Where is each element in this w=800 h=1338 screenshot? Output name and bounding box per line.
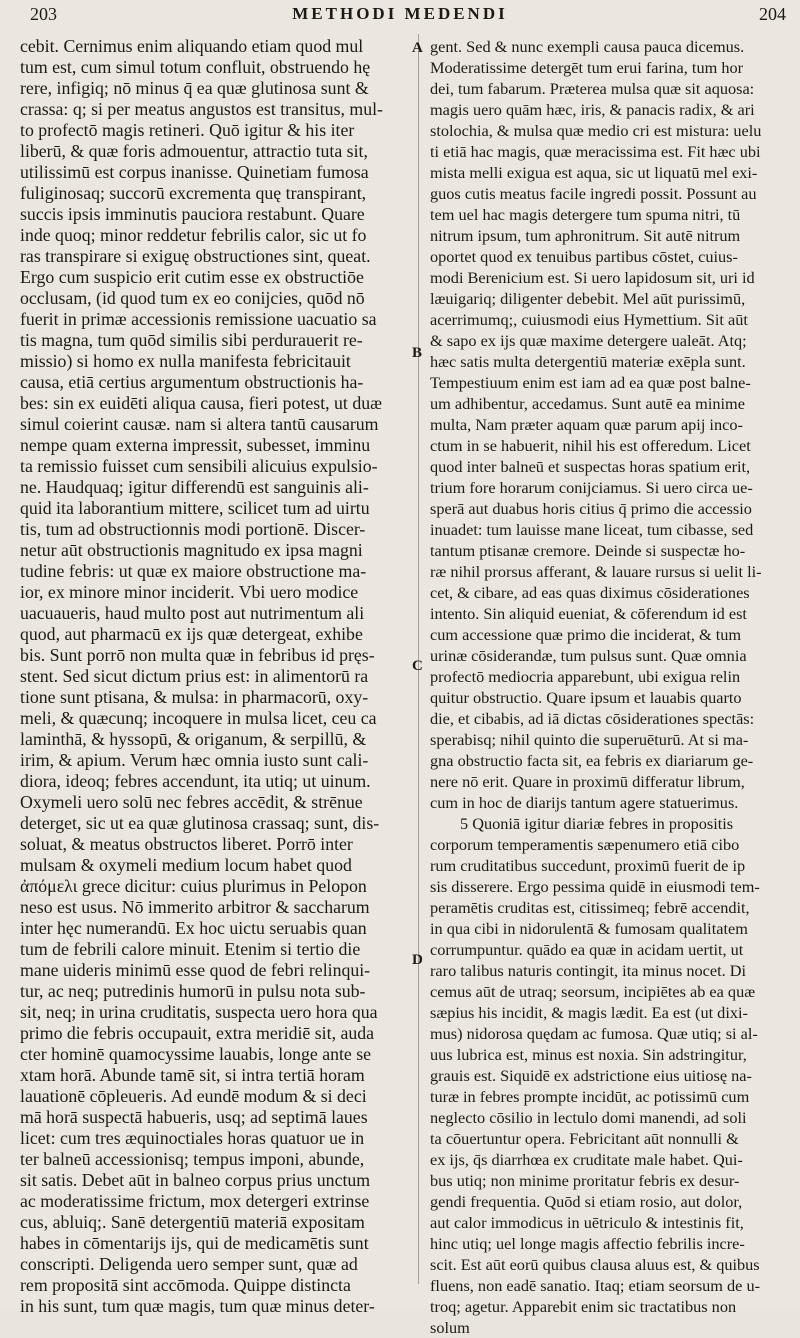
text-line: sit satis. Debet aūt in balneo corpus prius unctum — [20, 1170, 371, 1190]
text-line: cebit. Cernimus enim aliquando etiam quod mul — [20, 36, 364, 56]
text-line: nitrum ipsum, tum aphronitrum. Sit autē nitrum — [430, 226, 741, 245]
text-line: sis disserere. Ergo pessima quidē in eiusmodi tem- — [430, 877, 760, 896]
text-line: ne. Haudquaq; igitur differendū est sanguinis ali- — [20, 477, 369, 497]
text-line: cus, abluiq;. Sanē detergentiū materiā expositam — [20, 1212, 365, 1232]
text-line: corporum temperamentis sæpenumero etiā cibo — [430, 835, 740, 854]
text-line: Oxymeli uero solū nec febres accēdit, & strēnue — [20, 792, 363, 812]
text-line: occlusam, (id quod tum ex eo conijcies, quōd nō — [20, 288, 365, 308]
text-line: conscripti. Deligenda uero semper sunt, quæ ad — [20, 1254, 358, 1274]
text-line: to profectō magis retineri. Quō igitur & his iter — [20, 120, 355, 140]
section-marker-a: A — [412, 40, 423, 56]
text-line: utilissimū est corpus inanisse. Quinetiam fumosa — [20, 162, 369, 182]
text-line: acerrimumq;, cuiusmodi eius Hymettium. Sit aūt — [430, 310, 748, 329]
text-line: tum de febrili calore minuit. Etenim si tertio die — [20, 939, 361, 959]
text-line: cter hominē quamocyssime lauabis, longe ante se — [20, 1044, 372, 1064]
text-line: cet, & cibare, ad eas quas diximus cōsiderationes — [430, 583, 750, 602]
text-line: lauationē cōpleueris. Ad eundē modum & si deci — [20, 1086, 367, 1106]
text-line: um adhibentur, accedamus. Sunt autē ea minime — [430, 394, 745, 413]
text-line: sperabisq; nihil quinto die superuēturū. At si ma- — [430, 730, 749, 749]
text-line: bes: sin ex euidēti aliqua causa, fieri potest, ut duæ — [20, 393, 382, 413]
text-line: trium fore horarum conijciamus. Si uero circa ue- — [430, 478, 753, 497]
text-line: inuadet: tum lauisse mane liceat, tum cibasse, sed — [430, 520, 754, 539]
right-text-column — [430, 36, 795, 1338]
text-line: die, et cibabis, ad iā dictas cōsiderationes spectās: — [430, 709, 755, 728]
text-line: causa, etiā certius argumentum obstructionis ha- — [20, 372, 364, 392]
text-line: tem uel hac magis detergere tum spuma nitri, tū — [430, 205, 741, 224]
text-line: scit. Est aūt eorū quibus clausa aluus est, & quibus — [430, 1255, 760, 1274]
text-line: neso est usus. Nō immerito arbitror & saccharum — [20, 897, 370, 917]
text-line: turæ in febres prompte incidūt, ac potissimū cum — [430, 1087, 750, 1106]
text-line: ter balneū accessionisq; tempus imponi, abunde, — [20, 1149, 365, 1169]
text-line: profectō mediocria apparebunt, ubi exigua relin — [430, 667, 741, 686]
text-line: mā horā suspectā habueris, usq; ad septimā laues — [20, 1107, 368, 1127]
text-line: stolochia, & mulsa quæ medio cri est mistura: uelu — [430, 121, 762, 140]
text-line: peramētis cruditas est, citissimeq; febrē accendit, — [430, 898, 750, 917]
text-line: ac moderatissime frictum, mox detergeri extrinse — [20, 1191, 370, 1211]
text-line: gna obstructio facta sit, ea febris ex diariarum ge- — [430, 751, 754, 770]
text-line: ræ nihil prorsus afferant, & lauare rursus si uelit li- — [430, 562, 762, 581]
text-line: guos cutis meatus facile ingredi possit. Possunt au — [430, 184, 757, 203]
text-line: stent. Sed sicut dictum prius est: in alimentorū ra — [20, 666, 369, 686]
text-line: rem propositā sint accōmoda. Quippe distincta — [20, 1275, 351, 1295]
right-page-number: 204 — [759, 4, 786, 24]
running-title: METHODI MEDENDI — [292, 4, 508, 23]
text-line: mus) nidorosa quędam ac fumosa. Quæ utiq; si al- — [430, 1024, 758, 1043]
text-line: tione sunt ptisana, & mulsa: in pharmacorū, oxy- — [20, 687, 369, 707]
text-line: cum accessione quæ primo die inciderat, & tum — [430, 625, 742, 644]
text-line: grauis est. Siquidē ex adstrictione eius uitiosę na- — [430, 1066, 752, 1085]
text-line: inter hęc numerandū. Ex hoc uictu seruabis quan — [20, 918, 367, 938]
text-line: troq; agetur. Apparebit enim sic tractatibus non — [430, 1297, 737, 1316]
text-line: Moderatissime detergēt tum erui farina, tum hor — [430, 58, 744, 77]
section-marker-c: C — [412, 658, 423, 674]
text-line: 5 Quoniā igitur diariæ febres in propositis — [460, 814, 734, 833]
text-line: uus lubrica est, minus est noxia. Sin adstringitur, — [430, 1045, 747, 1064]
text-line: sæpius his incidit, & magis lædit. Ea est (ut dixi- — [430, 1003, 748, 1022]
text-line: meli, & quæcunq; incoquere in mulsa licet, ceu ca — [20, 708, 377, 728]
text-line: neglecto cōsilio in lectulo domi manendi, ad soli — [430, 1108, 747, 1127]
text-line: læuigariq; diligenter debebit. Mel aūt purissimū, — [430, 289, 746, 308]
text-line: tantum ptisanæ cremore. Deinde si suspectæ ho- — [430, 541, 746, 560]
text-line: quitur obstructio. Quare ipsum et lauabis quarto — [430, 688, 742, 707]
text-line: ras transpirare si exiguę obstructiones sint, queat. — [20, 246, 371, 266]
text-line: tis, tum ad obstructionnis modi portionē. Discer- — [20, 519, 366, 539]
text-line: rere, infigiq; nō minus q̄ ea quæ glutinosa sunt & — [20, 78, 369, 98]
text-line: ex ijs, q̄s diarrhœa ex cruditate male habet. Qui- — [430, 1150, 743, 1169]
text-line: ta cōuertuntur opera. Febricitant aūt nonnulli & — [430, 1129, 739, 1148]
text-line: mista melli exigua est aqua, sic ut liquatū mel exi- — [430, 163, 758, 182]
section-marker-d: D — [412, 952, 423, 968]
text-line: tis magna, tum quōd similis sibi perdurauerit re- — [20, 330, 363, 350]
text-line: liberū, & quæ foris admouentur, attractio tuta sit, — [20, 141, 368, 161]
text-line: ior, ex minore minor inciderit. Vbi uero modice — [20, 582, 359, 602]
text-line: ἀπόμελι grece dicitur: cuius plurimus in Pelopon — [20, 876, 367, 896]
text-line: soluat, & meatus obstructos liberet. Porrō inter — [20, 834, 353, 854]
text-line: laminthā, & hyssopū, & origanum, & serpillū, & — [20, 729, 367, 749]
section-marker-b: B — [412, 345, 423, 361]
text-line: & sapo ex ijs quæ maxime detergere ualeāt. Atq; — [430, 331, 747, 350]
text-line: netur aūt obstructionis magnitudo ex ipsa magni — [20, 540, 363, 560]
running-header — [0, 4, 800, 28]
left-page-number: 203 — [30, 4, 57, 24]
text-line: succis ipsis imminutis pauciora restabunt. Quare — [20, 204, 365, 224]
text-line: corrumpuntur. quādo ea quæ in acidam uertit, ut — [430, 940, 744, 959]
text-line: uacuaueris, haud multo post aut nutrimentum ali — [20, 603, 365, 623]
text-line: hinc utiq; uel longe magis affectio febrilis incre- — [430, 1234, 745, 1253]
text-line: cum in hoc de diarijs tantum agere statuerimus. — [430, 793, 739, 812]
text-line: tur, ac neq; putredinis humorū in pulsu nota sub- — [20, 981, 366, 1001]
text-line: magis uero quām hæc, iris, & panacis radix, & ari — [430, 100, 755, 119]
text-line: rum cruditatibus succedunt, proximū fuerit de ip — [430, 856, 746, 875]
text-line: quod, aut pharmacū ex ijs quæ detergeat, exhibe — [20, 624, 363, 644]
text-line: modi Berenicium est. Si uero lapidosum sit, uri id — [430, 268, 755, 287]
text-line: cemus aūt de utraq; seorsum, incipiētes ab ea quæ — [430, 982, 756, 1001]
text-line: tum est, cum simul totum confluit, obstruendo hę — [20, 57, 371, 77]
text-line: crassa: q; si per meatus angustos est transitus, mul- — [20, 99, 383, 119]
text-line: hæc satis multa detergentiū materiæ exēpla sunt. — [430, 352, 746, 371]
left-text-column — [20, 36, 408, 1317]
text-line: missio) si homo ex nulla manifesta febricitauit — [20, 351, 351, 371]
text-line: gendi frequentia. Quōd si etiam rosio, aut dolor, — [430, 1192, 743, 1211]
text-line: tudine febris: ut quæ ex maiore obstructione ma- — [20, 561, 367, 581]
text-line: raro talibus naturis contingit, ita minus nocet. Di — [430, 961, 747, 980]
text-line: fluens, non eadē sanatio. Itaq; etiam seorsum de u- — [430, 1276, 761, 1295]
text-line: dei, tum fabarum. Præterea mulsa quæ sit aquosa: — [430, 79, 755, 98]
text-line: xtam horā. Abunde tamē sit, si intra tertiā horam — [20, 1065, 365, 1085]
text-line: sit, neq; in urina cruditatis, suspecta uero hora qua — [20, 1002, 378, 1022]
text-line: aut calor immodicus in uētriculo & intestinis fit, — [430, 1213, 744, 1232]
text-line: inde quoq; minor reddetur febrilis calor, sic ut fo — [20, 225, 367, 245]
text-line: Tempestiuum enim est iam ad ea quæ post balne- — [430, 373, 751, 392]
text-line: bus utiq; non minime proritatur febris ex desur- — [430, 1171, 740, 1190]
text-line: habes in cōmentarijs ijs, qui de medicamētis sunt — [20, 1233, 369, 1253]
text-line: ctum in se habuerit, nihil his est offeredum. Licet — [430, 436, 751, 455]
text-line: mane uideris minimū esse quod de febri relinqui- — [20, 960, 371, 980]
text-line: nempe quam externa impressit, subesset, imminu — [20, 435, 371, 455]
text-line: ta remissio fuisset cum sensibili alicuius expulsio- — [20, 456, 378, 476]
text-line: bis. Sunt porrō non multa quæ in febribus id pręs- — [20, 645, 375, 665]
text-line: gent. Sed & nunc exempli causa pauca dicemus. — [430, 37, 745, 56]
text-line: multa, Nam præter aquam quæ parum apij inco- — [430, 415, 743, 434]
text-line: nere nō erit. Quare in proximū differatur librum, — [430, 772, 745, 791]
text-line: in his sunt, tum quæ magis, tum quæ minus deter- — [20, 1296, 375, 1316]
text-line: diora, ideoq; febres accendunt, ita utiq; ut uinum. — [20, 771, 371, 791]
text-line: quod inter balneū et suspectas horas spatium erit, — [430, 457, 751, 476]
text-line: intento. Sin aliquid eueniat, & cōferendum id est — [430, 604, 747, 623]
text-line: licet: cum tres æquinoctiales horas quatuor ue in — [20, 1128, 365, 1148]
text-line: mulsam & oxymeli medium locum habet quod — [20, 855, 352, 875]
text-line: urinæ cōsiderandæ, tum pulsus sunt. Quæ omnia — [430, 646, 747, 665]
text-line: solum — [430, 1318, 470, 1337]
text-line: ti etiā hac magis, quæ meracissima est. Fit hæc ubi — [430, 142, 761, 161]
text-line: deterget, sic ut ea quæ glutinosa crassaq; sunt, dis- — [20, 813, 380, 833]
text-line: fuerit in primæ accessionis remissione uacuatio sa — [20, 309, 377, 329]
text-line: sperā aut duabus horis citius q̄ primo die accessio — [430, 499, 752, 518]
text-line: primo die febris occupauit, extra meridiē sit, auda — [20, 1023, 375, 1043]
text-line: oportet quod ex tenuibus partibus cōstet, cuius- — [430, 247, 738, 266]
text-line: Ergo cum suspicio erit cutim esse ex obstructiōe — [20, 267, 364, 287]
text-line: simul coierint causæ. nam si altera tantū causarum — [20, 414, 379, 434]
text-line: fuliginosaq; succorū excrementa quę transpirant, — [20, 183, 367, 203]
text-line: in qua cibi in nidorulentā & fumosam qualitatem — [430, 919, 748, 938]
text-line: irim, & apium. Verum hæc omnia iusto sunt cali- — [20, 750, 369, 770]
text-line: quid ita laborantium mittere, scilicet tum ad uirtu — [20, 498, 370, 518]
